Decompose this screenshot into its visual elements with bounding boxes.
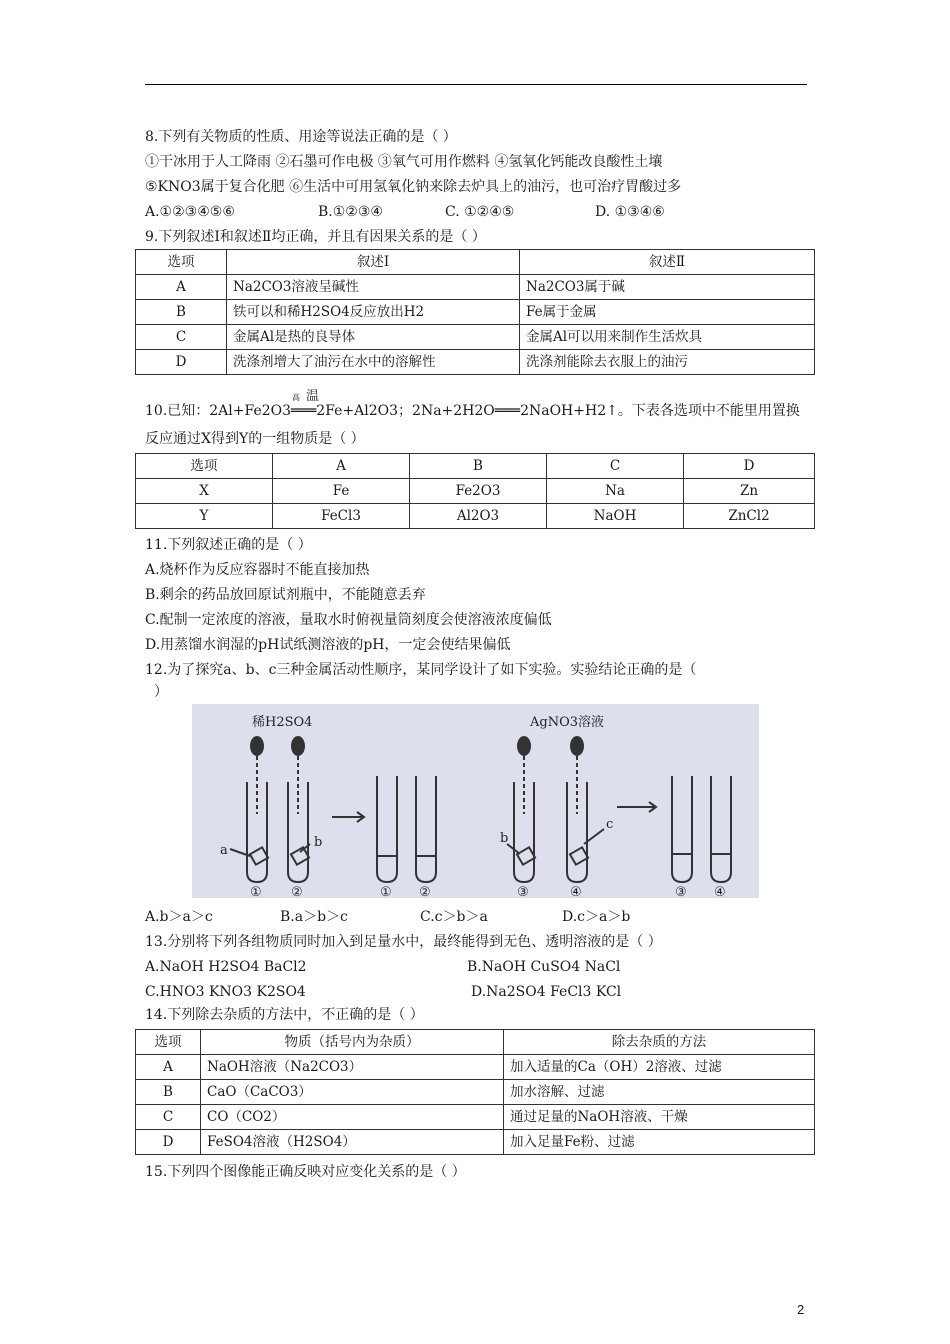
q12-option-b: B.a＞b＞c xyxy=(280,909,348,925)
q9-cell: Na2CO3属于碱 xyxy=(520,275,815,300)
q8-stem: 8.下列有关物质的性质、用途等说法正确的是（ ） xyxy=(145,129,457,145)
q10-line2: 反应通过X得到Y的一组物质是（ ） xyxy=(145,431,365,447)
page-number: 2 xyxy=(797,1302,805,1317)
q10-cell: ZnCl2 xyxy=(684,504,815,529)
q10-cell: Na xyxy=(547,479,684,504)
q10-header: B xyxy=(410,454,547,479)
q14-cell: 加入足量Fe粉、过滤 xyxy=(504,1130,815,1155)
q15-stem: 15.下列四个图像能正确反映对应变化关系的是（ ） xyxy=(145,1164,466,1180)
table-row xyxy=(136,1055,815,1080)
q14-cell: 加水溶解、过滤 xyxy=(504,1080,815,1105)
experiment-diagram xyxy=(192,704,759,898)
q14-header: 物质（括号内为杂质） xyxy=(201,1030,504,1055)
reagent-label-1: 稀H2SO4 xyxy=(252,715,313,730)
q12-stem-end: ） xyxy=(154,684,168,700)
q10-line1: 10.已知：2Al+Fe2O3═══2Fe+Al2O3；2Na+2H2O═══2NaOH+H2↑。下表各选项中不能里用置换 xyxy=(145,403,800,419)
q9-cell: D xyxy=(136,350,227,375)
q10-cell: Zn xyxy=(684,479,815,504)
q11-stem: 11.下列叙述正确的是（ ） xyxy=(145,537,312,553)
tube-number: ② xyxy=(419,885,431,898)
table-row xyxy=(136,1130,815,1155)
table-row xyxy=(136,350,815,375)
table-row xyxy=(136,275,815,300)
metal-label: c xyxy=(606,817,614,832)
table-row xyxy=(136,504,815,529)
q14-cell: 通过足量的NaOH溶液、干燥 xyxy=(504,1105,815,1130)
q10-header: 选项 xyxy=(136,454,273,479)
q14-cell: A xyxy=(136,1055,201,1080)
q9-cell: Fe属于金属 xyxy=(520,300,815,325)
q14-cell: CO（CO2） xyxy=(201,1105,504,1130)
q8-option-c: C. ①②④⑤ xyxy=(445,204,515,220)
q12-option-a: A.b＞a＞c xyxy=(145,909,213,925)
q9-cell: 洗涤剂能除去衣服上的油污 xyxy=(520,350,815,375)
q11-option-b: B.剩余的药品放回原试剂瓶中，不能随意丢弃 xyxy=(145,587,426,603)
q9-cell: Na2CO3溶液呈碱性 xyxy=(227,275,520,300)
q13-stem: 13.分别将下列各组物质同时加入到足量水中，最终能得到无色、透明溶液的是（ ） xyxy=(145,934,662,950)
q9-table xyxy=(135,249,815,375)
q9-header-ii: 叙述Ⅱ xyxy=(520,250,815,275)
q10-cell: Y xyxy=(136,504,273,529)
tube-number: ③ xyxy=(675,885,687,898)
q14-stem: 14.下列除去杂质的方法中，不正确的是（ ） xyxy=(145,1007,424,1023)
tube-number: ② xyxy=(291,885,303,898)
q10-cell: NaOH xyxy=(547,504,684,529)
reagent-label-2: AgNO3溶液 xyxy=(530,715,605,730)
q14-cell: FeSO4溶液（H2SO4） xyxy=(201,1130,504,1155)
tube-number: ① xyxy=(380,885,392,898)
q8-option-a: A.①②③④⑤⑥ xyxy=(145,204,235,220)
q13-option-d: D.Na2SO4 FeCl3 KCl xyxy=(471,984,622,1000)
q14-table xyxy=(135,1029,815,1155)
q11-option-a: A.烧杯作为反应容器时不能直接加热 xyxy=(145,562,370,578)
q13-option-b: B.NaOH CuSO4 NaCl xyxy=(467,959,621,975)
metal-label: b xyxy=(314,835,323,850)
q14-cell: CaO（CaCO3） xyxy=(201,1080,504,1105)
table-row xyxy=(136,1080,815,1105)
q9-cell: A xyxy=(136,275,227,300)
q9-cell: 金属Al是热的良导体 xyxy=(227,325,520,350)
q8-option-d: D. ①③④⑥ xyxy=(595,204,665,220)
q10-cell: FeCl3 xyxy=(273,504,410,529)
q13-option-c: C.HNO3 KNO3 K2SO4 xyxy=(145,984,306,1000)
q8-option-b: B.①②③④ xyxy=(318,204,383,220)
q10-cell: Al2O3 xyxy=(410,504,547,529)
q14-header: 选项 xyxy=(136,1030,201,1055)
q13-option-a: A.NaOH H2SO4 BaCl2 xyxy=(145,959,307,975)
q9-cell: 铁可以和稀H2SO4反应放出H2 xyxy=(227,300,520,325)
tube-number: ④ xyxy=(570,885,582,898)
q10-cell: Fe xyxy=(273,479,410,504)
tube-number: ③ xyxy=(517,885,529,898)
q14-cell: 加入适量的Ca（OH）2溶液、过滤 xyxy=(504,1055,815,1080)
q10-cell: X xyxy=(136,479,273,504)
q10-table xyxy=(135,453,815,529)
tube-number: ① xyxy=(250,885,262,898)
q9-header-i: 叙述Ⅰ xyxy=(227,250,520,275)
q14-cell: B xyxy=(136,1080,201,1105)
q9-stem: 9.下列叙述Ⅰ和叙述Ⅱ均正确，并且有因果关系的是（ ） xyxy=(145,229,486,245)
q11-option-c: C.配制一定浓度的溶液，量取水时俯视量筒刻度会使溶液浓度偏低 xyxy=(145,612,552,628)
reaction-condition-wen: 温 xyxy=(306,389,320,404)
q11-option-d: D.用蒸馏水润湿的pH试纸测溶液的pH，一定会使结果偏低 xyxy=(145,637,511,653)
metal-label: a xyxy=(220,843,228,858)
table-row xyxy=(136,300,815,325)
q14-cell: D xyxy=(136,1130,201,1155)
q10-header: C xyxy=(547,454,684,479)
q9-header-option: 选项 xyxy=(136,250,227,275)
q14-header: 除去杂质的方法 xyxy=(504,1030,815,1055)
table-row xyxy=(136,1105,815,1130)
header-rule xyxy=(145,84,807,85)
q12-option-d: D.c＞a＞b xyxy=(562,909,631,925)
q8-line2: ⑤KNO3属于复合化肥 ⑥生活中可用氢氧化钠来除去炉具上的油污，也可治疗胃酸过多 xyxy=(145,179,682,195)
q8-line1: ①干冰用于人工降雨 ②石墨可作电极 ③氧气可用作燃料 ④氢氧化钙能改良酸性土壤 xyxy=(145,154,663,170)
tube-number: ④ xyxy=(714,885,726,898)
q14-cell: C xyxy=(136,1105,201,1130)
table-row xyxy=(136,479,815,504)
q12-option-c: C.c＞b＞a xyxy=(420,909,488,925)
reaction-condition-gao: 高 xyxy=(292,393,300,402)
q9-cell: B xyxy=(136,300,227,325)
q9-cell: C xyxy=(136,325,227,350)
q9-cell: 金属Al可以用来制作生活炊具 xyxy=(520,325,815,350)
q10-cell: Fe2O3 xyxy=(410,479,547,504)
metal-label: b xyxy=(500,831,509,846)
q10-header: A xyxy=(273,454,410,479)
experiment-figure xyxy=(192,704,759,898)
q14-cell: NaOH溶液（Na2CO3） xyxy=(201,1055,504,1080)
q12-stem: 12.为了探究a、b、c三种金属活动性顺序，某同学设计了如下实验。实验结论正确的是（ xyxy=(145,662,697,678)
table-row xyxy=(136,325,815,350)
q10-header: D xyxy=(684,454,815,479)
q9-cell: 洗涤剂增大了油污在水中的溶解性 xyxy=(227,350,520,375)
